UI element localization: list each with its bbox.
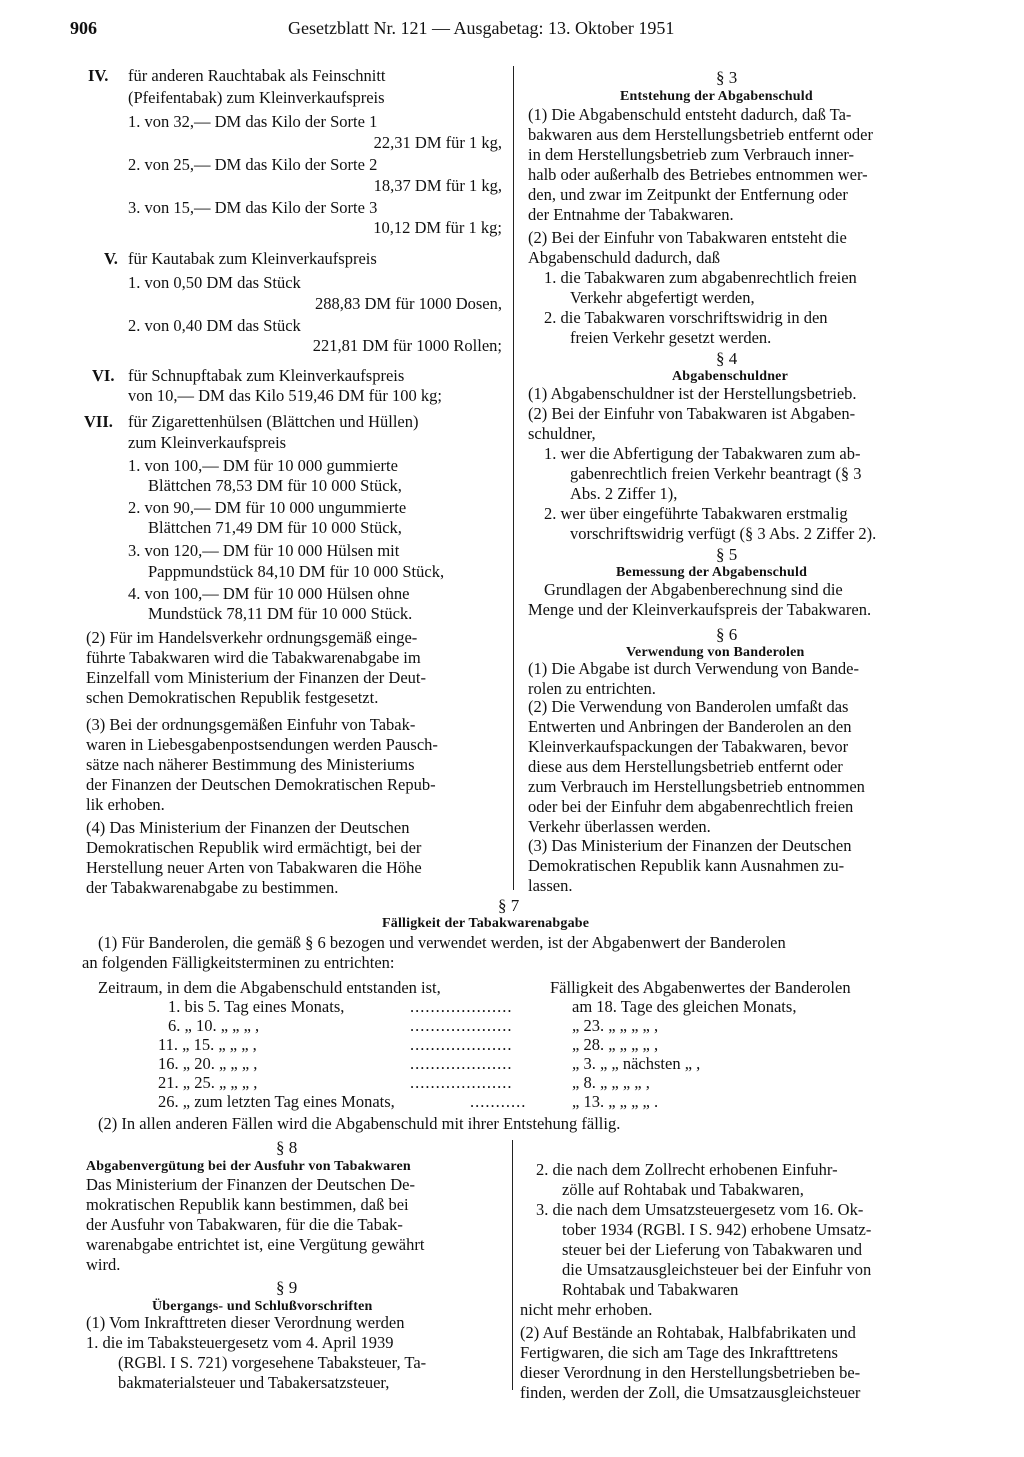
paragraph-line: schen Demokratischen Republik festgesetzt.	[86, 688, 379, 707]
paragraph-line: (2) Bei der Einfuhr von Tabakwaren entsteht die	[528, 228, 847, 247]
list-item: (RGBl. I S. 721) vorgesehene Tabaksteuer, Ta-	[118, 1353, 427, 1372]
paragraph-line: der Ausfuhr von Tabakwaren, für die die Tabak-	[86, 1215, 403, 1234]
paragraph-line: (3) Bei der ordnungsgemäßen Einfuhr von Tabak-	[86, 715, 416, 734]
paragraph-line: (2) Auf Bestände an Rohtabak, Halbfabrikaten und	[520, 1323, 856, 1342]
item-text: für Schnupftabak zum Kleinverkaufspreis	[128, 366, 405, 385]
paragraph-line: (2) In allen anderen Fällen wird die Abgabenschuld mit ihrer Entstehung fällig.	[98, 1114, 621, 1133]
paragraph-line: nicht mehr erhoben.	[520, 1300, 653, 1319]
paragraph-line: (2) Bei der Einfuhr von Tabakwaren ist Abgaben-	[528, 404, 856, 423]
list-item: 2. wer über eingeführte Tabakwaren erstmalig	[544, 504, 848, 523]
sub-item-rate: 288,83 DM für 1000 Dosen,	[315, 294, 502, 313]
sub-item: 1. von 32,— DM das Kilo der Sorte 1	[128, 112, 378, 131]
schedule-leader: ...........	[470, 1092, 527, 1111]
list-item: Rohtabak und Tabakwaren	[562, 1280, 739, 1299]
paragraph-line: Entwerten und Anbringen der Banderolen an den	[528, 717, 852, 736]
list-item: Abs. 2 Ziffer 1),	[570, 484, 678, 503]
list-item: 1. die im Tabaksteuergesetz vom 4. April 1939	[86, 1333, 394, 1352]
paragraph-line: wird.	[86, 1255, 121, 1274]
item-text: für Kautabak zum Kleinverkaufspreis	[128, 249, 377, 268]
section-number: § 3	[716, 68, 738, 87]
schedule-leader: ....................	[410, 1073, 513, 1092]
paragraph-line: (1) Für Banderolen, die gemäß § 6 bezogen und verwendet werden, ist der Abgabenwert der Banderolen	[98, 933, 786, 952]
sub-item: 2. von 0,40 DM das Stück	[128, 316, 301, 335]
paragraph-line: Demokratischen Republik wird ermächtigt, bei der	[86, 838, 422, 857]
paragraph-line: rolen zu entrichten.	[528, 679, 656, 698]
section-title: Übergangs- und Schlußvorschriften	[152, 1299, 373, 1314]
schedule-header-right: Fälligkeit des Abgabenwertes der Banderolen	[550, 978, 851, 997]
list-item: gabenrechtlich freien Verkehr beantragt (§ 3	[570, 464, 862, 483]
schedule-due: am 18. Tage des gleichen Monats,	[572, 997, 797, 1016]
sub-item-rate: 18,37 DM für 1 kg,	[373, 176, 502, 195]
paragraph-line: waren in Liebesgabenpostsendungen werden Pausch-	[86, 735, 438, 754]
page-header: Gesetzblatt Nr. 121 — Ausgabetag: 13. Oktober 1951	[288, 18, 675, 38]
paragraph-line: bakwaren aus dem Herstellungsbetrieb entfernt oder	[528, 125, 873, 144]
list-item: 1. wer die Abfertigung der Tabakwaren zum ab-	[544, 444, 861, 463]
list-item: bakmaterialsteuer und Tabakersatzsteuer,	[118, 1373, 390, 1392]
paragraph-line: der Entnahme der Tabakwaren.	[528, 205, 734, 224]
paragraph-line: (4) Das Ministerium der Finanzen der Deutschen	[86, 818, 410, 837]
sub-item-rate: 10,12 DM für 1 kg;	[373, 218, 502, 237]
paragraph-line: (1) Abgabenschuldner ist der Herstellungsbetrieb.	[528, 384, 857, 403]
item-text: für anderen Rauchtabak als Feinschnitt	[128, 66, 386, 85]
page-number: 906	[70, 18, 97, 38]
paragraph-line: (1) Die Abgabenschuld entsteht dadurch, daß Ta-	[528, 105, 852, 124]
section-number: § 7	[498, 896, 520, 915]
section-title: Verwendung von Banderolen	[626, 645, 805, 660]
list-item: tober 1934 (RGBl. I S. 942) erhobene Umsatz-	[562, 1220, 872, 1239]
list-item: steuer bei der Lieferung von Tabakwaren und	[562, 1240, 863, 1259]
schedule-period: 21. „ 25. „ „ „ ,	[158, 1073, 258, 1092]
list-item: 2. die nach dem Zollrecht erhobenen Einfuhr-	[536, 1160, 838, 1179]
paragraph-line: lassen.	[528, 876, 573, 895]
item-number: VII.	[84, 412, 113, 431]
paragraph-line: Einzelfall vom Ministerium der Finanzen der Deut-	[86, 668, 426, 687]
schedule-due: „ 23. „ „ „ „ ,	[572, 1016, 659, 1035]
list-item: zölle auf Rohtabak und Tabakwaren,	[562, 1180, 804, 1199]
section-number: § 5	[716, 545, 738, 564]
sub-item: 3. von 120,— DM für 10 000 Hülsen mit	[128, 541, 400, 560]
paragraph-line: finden, werden der Zoll, die Umsatzausgleichsteuer	[520, 1383, 861, 1402]
schedule-leader: ....................	[410, 997, 513, 1016]
paragraph-line: der Finanzen der Deutschen Demokratischen Repub-	[86, 775, 436, 794]
sub-item: Blättchen 78,53 DM für 10 000 Stück,	[148, 476, 402, 495]
paragraph-line: an folgenden Fälligkeitsterminen zu entrichten:	[82, 953, 395, 972]
paragraph-line: führte Tabakwaren wird die Tabakwarenabgabe im	[86, 648, 421, 667]
paragraph-line: Herstellung neuer Arten von Tabakwaren die Höhe	[86, 858, 422, 877]
section-number: § 6	[716, 625, 738, 644]
paragraph-line: diese aus dem Herstellungsbetrieb entfernt oder	[528, 757, 843, 776]
column-divider-top	[513, 66, 514, 890]
paragraph-line: zum Verbrauch im Herstellungsbetrieb entnommen	[528, 777, 865, 796]
section-title: Abgabenschuldner	[672, 369, 789, 384]
schedule-due: „ 28. „ „ „ „ ,	[572, 1035, 659, 1054]
paragraph-line: sätze nach näherer Bestimmung des Ministeriums	[86, 755, 415, 774]
paragraph-line: in dem Herstellungsbetrieb zum Verbrauch inner-	[528, 145, 855, 164]
sub-item-rate: 22,31 DM für 1 kg,	[373, 133, 502, 152]
section-title: Fälligkeit der Tabakwarenabgabe	[382, 916, 590, 931]
paragraph-line: (1) Vom Inkrafttreten dieser Verordnung werden	[86, 1313, 405, 1332]
section-number: § 9	[276, 1278, 298, 1297]
sub-item: Mundstück 78,11 DM für 10 000 Stück.	[148, 604, 413, 623]
list-item: 1. die Tabakwaren zum abgabenrechtlich freien	[544, 268, 857, 287]
schedule-leader: ....................	[410, 1035, 513, 1054]
paragraph-line: Menge und der Kleinverkaufspreis der Tabakwaren.	[528, 600, 872, 619]
paragraph-line: Demokratischen Republik kann Ausnahmen zu-	[528, 856, 845, 875]
schedule-period: 6. „ 10. „ „ „ ,	[168, 1016, 260, 1035]
sub-item: Pappmundstück 84,10 DM für 10 000 Stück,	[148, 562, 445, 581]
schedule-period: 16. „ 20. „ „ „ ,	[158, 1054, 258, 1073]
paragraph-line: den, und zwar im Zeitpunkt der Entfernung oder	[528, 185, 848, 204]
schedule-period: 1. bis 5. Tag eines Monats,	[168, 997, 345, 1016]
column-divider-bottom	[512, 1140, 513, 1390]
paragraph-line: dieser Verordnung in den Herstellungsbetrieben be-	[520, 1363, 861, 1382]
section-title: Entstehung der Abgabenschuld	[620, 89, 813, 104]
paragraph-line: (1) Die Abgabe ist durch Verwendung von Bande-	[528, 659, 859, 678]
paragraph-line: oder bei der Einfuhr dem abgabenrechtlich freien	[528, 797, 854, 816]
schedule-period: 11. „ 15. „ „ „ ,	[158, 1035, 257, 1054]
sub-item: 4. von 100,— DM für 10 000 Hülsen ohne	[128, 584, 410, 603]
paragraph-line: der Tabakwarenabgabe zu bestimmen.	[86, 878, 339, 897]
sub-item: Blättchen 71,49 DM für 10 000 Stück,	[148, 518, 402, 537]
paragraph-line: Verkehr überlassen werden.	[528, 817, 711, 836]
paragraph-line: (2) Die Verwendung von Banderolen umfaßt das	[528, 697, 849, 716]
paragraph-line: (3) Das Ministerium der Finanzen der Deutschen	[528, 836, 852, 855]
item-text: zum Kleinverkaufspreis	[128, 433, 287, 452]
paragraph-line: (2) Für im Handelsverkehr ordnungsgemäß einge-	[86, 628, 418, 647]
paragraph-line: halb oder außerhalb des Betriebes entnommen wer-	[528, 165, 868, 184]
sub-item: 3. von 15,— DM das Kilo der Sorte 3	[128, 198, 378, 217]
schedule-period: 26. „ zum letzten Tag eines Monats,	[158, 1092, 395, 1111]
sub-item: 2. von 90,— DM für 10 000 ungummierte	[128, 498, 407, 517]
item-text: für Zigarettenhülsen (Blättchen und Hüllen)	[128, 412, 419, 431]
section-number: § 4	[716, 349, 738, 368]
item-text: (Pfeifentabak) zum Kleinverkaufspreis	[128, 88, 385, 107]
item-number: VI.	[92, 366, 115, 385]
list-item: freien Verkehr gesetzt werden.	[570, 328, 772, 347]
list-item: 2. die Tabakwaren vorschriftswidrig in den	[544, 308, 828, 327]
section-title: Bemessung der Abgabenschuld	[616, 565, 808, 580]
item-number: IV.	[88, 66, 109, 85]
section-number: § 8	[276, 1138, 298, 1157]
item-number: V.	[104, 249, 118, 268]
list-item: Verkehr abgefertigt werden,	[570, 288, 755, 307]
sub-item: 2. von 25,— DM das Kilo der Sorte 2	[128, 155, 378, 174]
paragraph-line: mokratischen Republik kann bestimmen, daß bei	[86, 1195, 409, 1214]
schedule-due: „ 3. „ „ nächsten „ ,	[572, 1054, 701, 1073]
section-title: Abgabenvergütung bei der Ausfuhr von Tabakwaren	[86, 1159, 411, 1174]
sub-item: 1. von 100,— DM für 10 000 gummierte	[128, 456, 398, 475]
paragraph-line: Grundlagen der Abgabenberechnung sind die	[544, 580, 843, 599]
schedule-due: „ 13. „ „ „ „ .	[572, 1092, 659, 1111]
paragraph-line: Abgabenschuld dadurch, daß	[528, 248, 720, 267]
schedule-leader: ....................	[410, 1054, 513, 1073]
sub-item-rate: 221,81 DM für 1000 Rollen;	[312, 336, 502, 355]
paragraph-line: lik erhoben.	[86, 795, 165, 814]
schedule-header-left: Zeitraum, in dem die Abgabenschuld entstanden ist,	[98, 978, 441, 997]
paragraph-line: Kleinverkaufspackungen der Tabakwaren, bevor	[528, 737, 849, 756]
paragraph-line: warenabgabe entrichtet ist, eine Vergütung gewährt	[86, 1235, 425, 1254]
item-text: von 10,— DM das Kilo 519,46 DM für 100 kg;	[128, 386, 442, 405]
sub-item: 1. von 0,50 DM das Stück	[128, 273, 301, 292]
schedule-due: „ 8. „ „ „ „ ,	[572, 1073, 650, 1092]
paragraph-line: schuldner,	[528, 424, 596, 443]
list-item: vorschriftswidrig verfügt (§ 3 Abs. 2 Ziffer 2).	[570, 524, 877, 543]
paragraph-line: Fertigwaren, die sich am Tage des Inkrafttretens	[520, 1343, 838, 1362]
list-item: 3. die nach dem Umsatzsteuergesetz vom 16. Ok-	[536, 1200, 864, 1219]
paragraph-line: Das Ministerium der Finanzen der Deutschen De-	[86, 1175, 415, 1194]
schedule-leader: ....................	[410, 1016, 513, 1035]
list-item: die Umsatzausgleichsteuer bei der Einfuhr von	[562, 1260, 872, 1279]
